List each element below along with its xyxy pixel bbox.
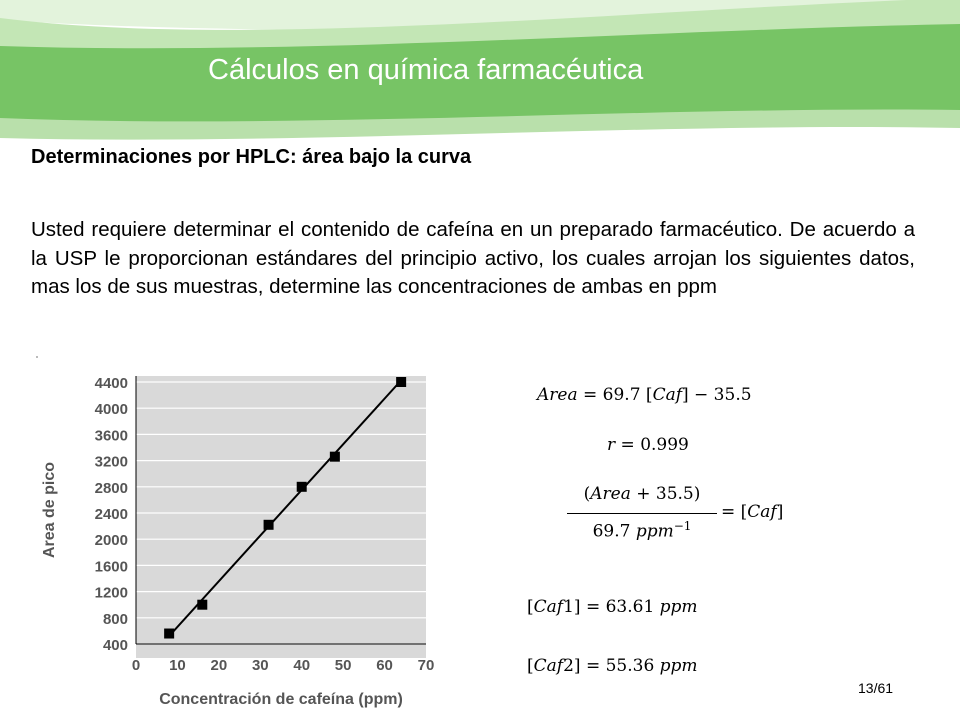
plot-area — [136, 376, 426, 658]
y-axis-label: Area de pico — [41, 461, 58, 559]
rhs-var: Caf — [747, 502, 777, 522]
eq4-num: 1 — [563, 597, 574, 617]
formula-denominator — [567, 519, 717, 542]
x-tick-label: 0 — [131, 657, 141, 674]
y-tick-label: 2400 — [94, 506, 128, 523]
y-tick-label: 2800 — [94, 479, 128, 497]
eq4-unit: ppm — [659, 597, 698, 617]
data-point — [164, 629, 174, 639]
num-rest: + 35.5) — [630, 484, 701, 504]
x-tick-label: 40 — [293, 657, 311, 674]
problem-statement: Usted requiere determinar el contenido de cafeína en un preparado farmacéutico. De acuerdo a la USP le proporcionan estándares del principio activo, los cuales arrojan los siguientes datos, mas los de sus muestras, determine las concentraciones de ambas en ppm — [31, 218, 915, 298]
eq2-lhs: r — [607, 435, 616, 455]
num-open: ( — [583, 484, 591, 504]
eq5-var: Caf — [533, 656, 564, 676]
eq5-num: 2 — [563, 656, 574, 676]
eq1-op1: = 69.7 [ — [577, 385, 653, 405]
eq5-open: [ — [527, 656, 534, 676]
data-point — [396, 377, 406, 387]
rhs-open: = [ — [721, 502, 748, 522]
y-tick-label: 4000 — [94, 401, 128, 419]
formula-numerator — [567, 484, 717, 504]
regression-equation — [537, 385, 752, 405]
eq2-rhs: = 0.999 — [615, 435, 689, 455]
data-point — [330, 452, 340, 462]
data-point — [297, 482, 307, 492]
x-tick-label: 70 — [417, 657, 435, 674]
eq5-rest: ] = 55.36 — [573, 656, 660, 676]
result-caf1 — [527, 597, 698, 617]
y-tick-label: 1600 — [94, 558, 128, 576]
den-value: 69.7 — [592, 521, 636, 542]
slide-title: Cálculos en química farmacéutica — [208, 54, 644, 86]
eq4-var: Caf — [533, 597, 564, 617]
num-var: Area — [590, 484, 631, 504]
eq4-rest: ] = 63.61 — [573, 597, 660, 617]
eq5-unit: ppm — [659, 656, 698, 676]
y-tick-label: 3600 — [94, 427, 128, 445]
den-unit: ppm — [635, 521, 674, 542]
den-exp: −1 — [673, 519, 692, 533]
eq4-open: [ — [527, 597, 534, 617]
y-tick-labels — [95, 375, 128, 654]
stray-dot — [36, 356, 38, 358]
x-tick-label: 50 — [334, 657, 352, 674]
fraction-bar — [567, 513, 717, 514]
calibration-chart — [30, 362, 440, 712]
formula-rhs — [721, 502, 783, 522]
slide-subtitle: Determinaciones por HPLC: área bajo la curva — [31, 146, 472, 168]
eq1-op2: ] − 35.5 — [682, 385, 752, 405]
correlation-coefficient — [607, 435, 689, 455]
y-tick-label: 1200 — [94, 584, 128, 602]
data-point — [264, 520, 274, 530]
x-tick-labels — [132, 657, 435, 674]
y-tick-label: 4400 — [94, 375, 128, 392]
x-tick-label: 30 — [251, 657, 269, 674]
x-tick-label: 60 — [376, 657, 393, 674]
x-tick-label: 10 — [169, 657, 186, 674]
page-number: 13/61 — [858, 680, 894, 696]
y-tick-label: 3200 — [94, 453, 128, 471]
y-tick-label: 800 — [102, 610, 128, 628]
eq1-lhs: Area — [537, 385, 578, 405]
rhs-close: ] — [776, 502, 784, 522]
y-tick-label: 400 — [102, 637, 128, 654]
x-tick-label: 20 — [210, 657, 228, 674]
x-axis-label: Concentración de cafeína (ppm) — [159, 691, 403, 708]
result-caf2 — [527, 656, 698, 676]
y-tick-label: 2000 — [94, 532, 128, 550]
data-point — [197, 600, 207, 610]
eq1-var: Caf — [652, 385, 682, 405]
